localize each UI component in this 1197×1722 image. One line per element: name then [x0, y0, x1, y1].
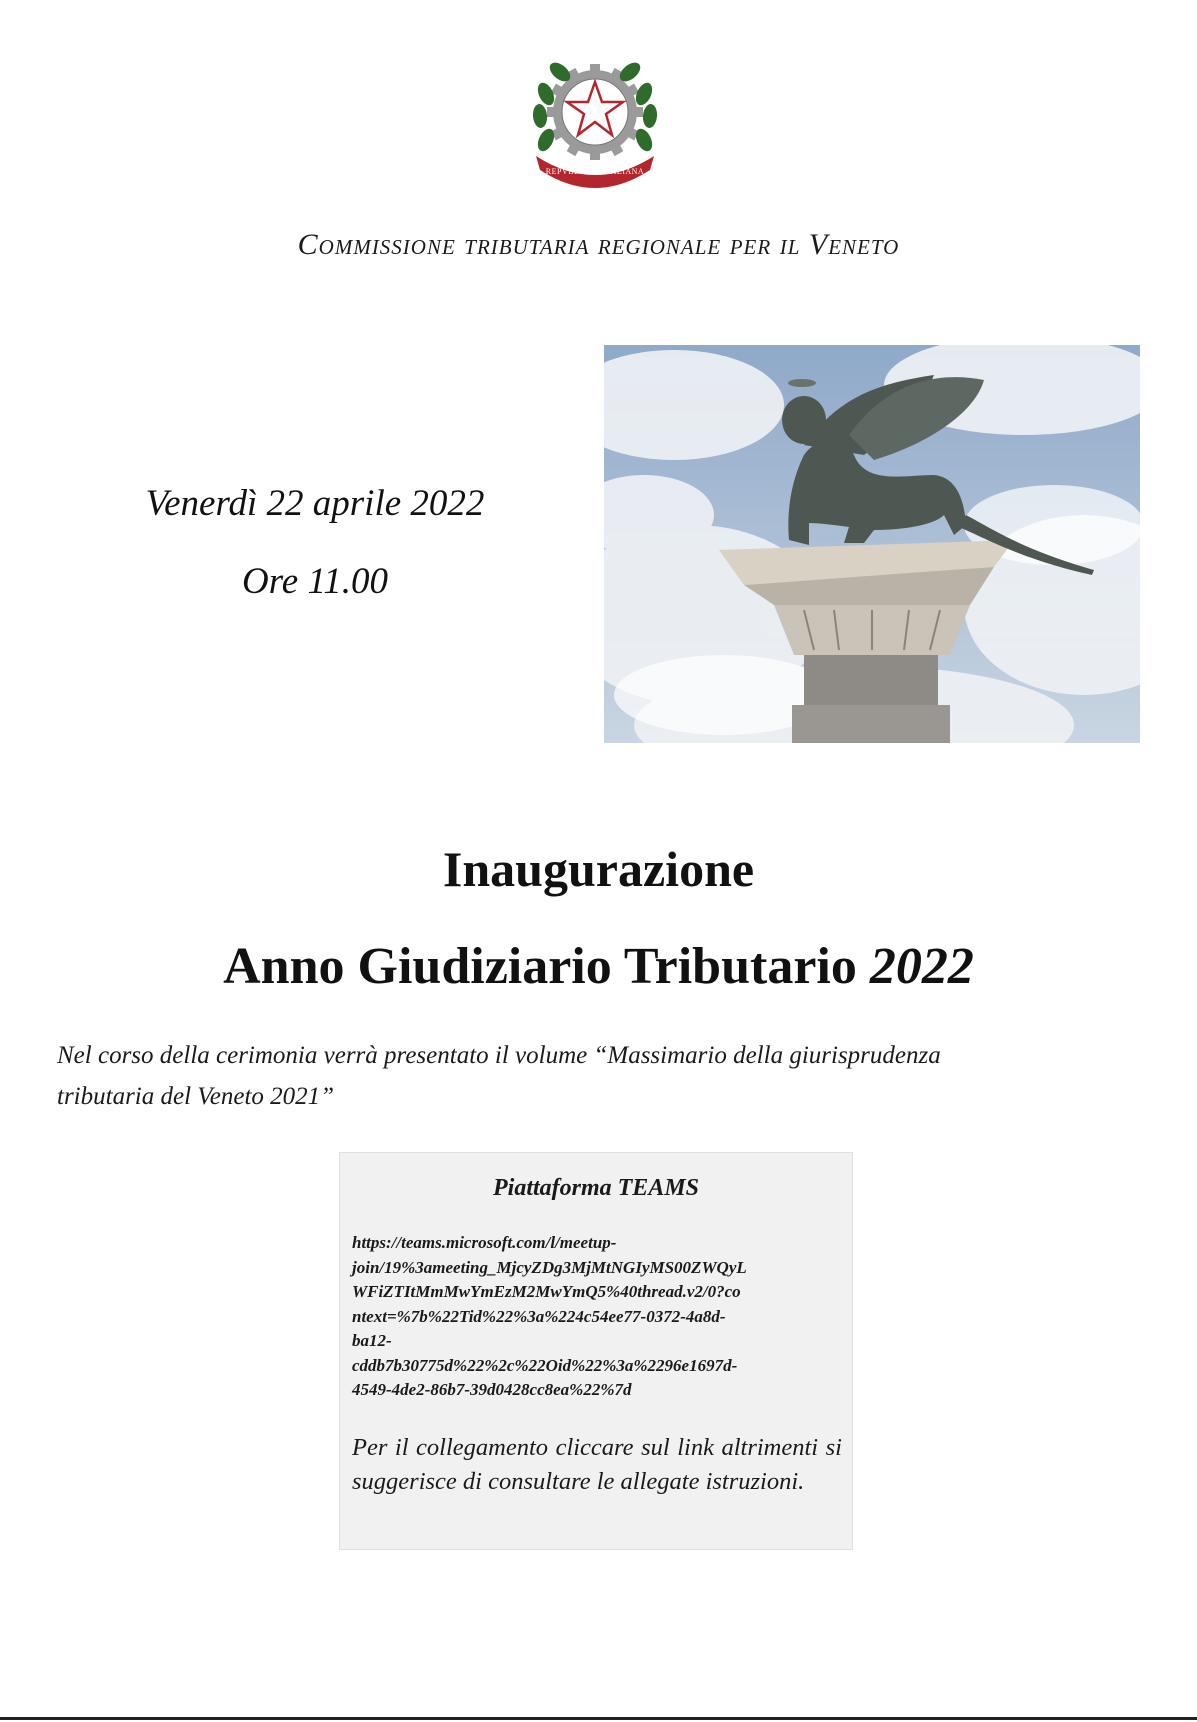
event-time: Ore 11.00 — [242, 561, 388, 602]
link-line[interactable]: ntext=%7b%22Tid%22%3a%224c54ee77-0372-4a8d- — [352, 1306, 726, 1326]
subtitle-text: Anno Giudiziario Tributario — [223, 938, 870, 995]
main-title: Inaugurazione — [442, 841, 755, 897]
link-line[interactable]: 4549-4de2-86b7-39d0428cc8ea%22%7d — [352, 1380, 632, 1399]
link-line[interactable]: cddb7b30775d%22%2c%22Oid%22%3a%2296e1697d- — [352, 1355, 738, 1375]
intro-paragraph — [57, 1035, 1147, 1117]
link-line[interactable]: WFiZTItMmMwYmEzM2MwYmQ5%40thread.v2/0?co — [352, 1282, 741, 1301]
link-line[interactable]: ba12- — [352, 1331, 392, 1350]
teams-box-title: Piattaforma TEAMS — [492, 1175, 700, 1201]
link-line[interactable]: https://teams.microsoft.com/l/meetup- — [352, 1233, 617, 1252]
republic-emblem-icon — [528, 44, 662, 194]
event-date: Venerdì 22 aprile 2022 — [145, 483, 485, 524]
subtitle-year: 2022 — [869, 938, 974, 995]
event-when — [60, 465, 570, 621]
teams-info-box — [339, 1152, 853, 1550]
bottom-divider — [0, 1717, 1197, 1720]
teams-meeting-link[interactable] — [352, 1231, 842, 1403]
organization-title: Commissione tributaria regionale per il Veneto — [297, 228, 900, 261]
teams-instructions-note: Per il collegamento cliccare sul link altrimenti si suggerisce di consultare le allegate istruzioni. — [352, 1434, 842, 1495]
emblem-ribbon-text: REPVBBLICA ITALIANA — [545, 167, 645, 176]
intro-line-1: Nel corso della cerimonia verrà presentato il volume “Massimario della giurisprudenza — [57, 1042, 941, 1069]
main-subtitle — [0, 937, 1197, 996]
link-line[interactable]: join/19%3ameeting_MjcyZDg3MjMtNGIyMS00ZWQyL — [352, 1257, 747, 1277]
winged-lion-column-icon — [604, 345, 1140, 743]
intro-line-2: tributaria del Veneto 2021” — [57, 1083, 335, 1110]
